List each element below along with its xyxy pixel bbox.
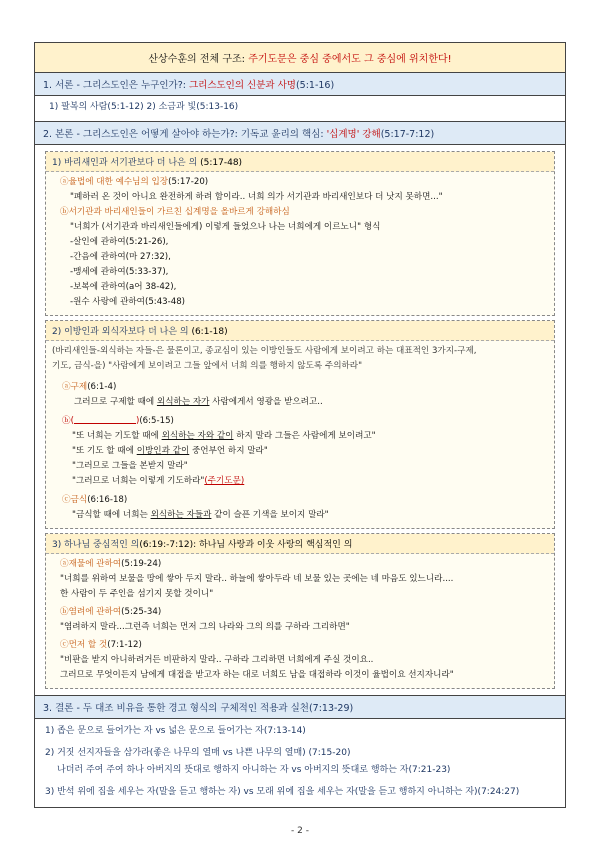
section1-heading-text: 1. 서론 - 그리스도인은 누구인가?:	[43, 80, 189, 91]
subsection-1-ref: (5:17-48)	[197, 158, 243, 168]
sub2-b-line2-post: 중언부언 하지 말라"	[189, 446, 268, 456]
sub2-a-label: ⓐ구제	[62, 382, 88, 392]
sub2-b-line4-pre: "그러므로 너희는 이렇게 기도하라"	[72, 476, 205, 486]
sub3-a-text2: 한 사람이 두 주인을 섬기지 못할 것이니"	[60, 589, 214, 599]
conclusion-item-2b: 나더러 주여 주여 하나 아버지의 뜻대로 행하지 아니하는 자 vs 아버지의 뜻대로 행하는 자(7:21-23)	[57, 765, 451, 775]
conclusion-item-1: 1) 좁은 문으로 들어가는 자 vs 넓은 문으로 들어가는 자(7:13-14)	[45, 726, 306, 736]
list-item: -보복에 관하여(a어 38-42),	[70, 282, 177, 292]
section1-heading	[34, 73, 566, 96]
subsection-2-heading	[46, 321, 554, 341]
sub2-b-label-end: )	[135, 416, 140, 426]
sub2-b-ref: (6:5-15)	[139, 416, 174, 426]
conclusion-item-3: 3) 반석 위에 집을 세우는 자(말을 듣고 행하는 자) vs 모래 위에 집을 세우는 자(말을 듣고 행하지 아니하는 자)(7:24:27)	[45, 787, 520, 797]
lords-prayer-label: (주기도문)	[204, 476, 245, 486]
conclusion-item-2a: 2) 거짓 선지자들을 삼가라(좋은 나무의 열매 vs 나쁜 나무의 열매) (7:15-20)	[45, 748, 351, 758]
sub2-a-text-post: 사람에게서 영광을 받으려고..	[209, 397, 323, 407]
title-prefix: 산상수훈의 전체 구조:	[148, 54, 249, 65]
subsection-2-title: 2) 이방인과 외식자보다 더 나은 의	[52, 327, 189, 337]
subsection-1-title: 1) 바리새인과 서기관보다 더 나은 의	[52, 158, 198, 168]
sub2-b-line1-pre: "또 너희는 기도할 때에	[72, 431, 162, 441]
sub2-c-label: ⓒ금식	[62, 495, 88, 505]
list-item: -맹세에 관하여(5:33-37),	[70, 267, 169, 277]
subsection-2	[45, 320, 555, 529]
subsection-1-body	[46, 172, 554, 315]
section2-heading-highlight: '십계명' 강해	[326, 129, 381, 140]
sub2-b-line3: "그러므로 그들을 본받지 말라"	[72, 461, 188, 471]
section2-heading-text: 2. 본론 - 그리스도인은 어떻게 살아야 하는가?: 기독교 윤리의 핵심:	[43, 129, 327, 140]
subsection-3-subtitle: (6:19:-7:12): 하나님 사랑과 이웃 사랑의 핵심적인 의	[139, 540, 353, 550]
sub2-c-text-underlined: 외식하는 자들과	[150, 510, 212, 520]
sub2-a-text-underlined: 외식하는 자가	[156, 397, 210, 407]
sub3-b-ref: (5:25-34)	[121, 607, 162, 617]
sub3-b-text: "염려하지 말라...그런즉 너희는 먼저 그의 나라와 그의 의를 구하라 그리하면"	[60, 622, 350, 632]
list-item: -살인에 관하여(5:21-26),	[70, 237, 169, 247]
list-item: -간음에 관하여(마 27:32),	[70, 252, 171, 262]
sub3-c-text1: "비판을 받지 아니하려거든 비판하지 말라.. 구하라 그리하면 너희에게 주실 것이요..	[60, 655, 374, 665]
sub2-b-line2-underlined: 이방인과 같이	[136, 446, 190, 456]
list-item: -원수 사랑에 관하여(5:43-48)	[70, 297, 186, 307]
subsection-3-heading	[46, 534, 554, 554]
subsection-2-ref: (6:1-18)	[188, 327, 228, 337]
section2-heading-ref: (5:17-7:12)	[380, 129, 435, 140]
title-highlight: 주기도문은 중심 중에서도 그 중심에 위치한다!	[248, 54, 452, 65]
sub3-c-text2: 그러므로 무엇이든지 남에게 대접을 받고자 하는 대로 너희도 남을 대접하라 이것이 율법이요 선지자니라"	[60, 670, 454, 680]
page-number: - 2 -	[291, 826, 309, 836]
sub3-c-ref: (7:1-12)	[107, 640, 142, 650]
section3-heading: 3. 결론 - 두 대조 비유을 통한 경고 형식의 구체적인 적용과 실천(7:13-29)	[34, 696, 566, 719]
sub2-c-text-pre: "금식할 때에 너희는	[72, 510, 151, 520]
section2-body	[34, 145, 566, 696]
sub1-a-label: ⓐ율법에 대한 예수님의 입장	[60, 177, 169, 187]
section1-heading-highlight: 그리스도인의 신분과 사명	[188, 80, 296, 91]
sub1-a-ref: (5:17-20)	[168, 177, 209, 187]
subsection-1	[45, 151, 555, 316]
sub3-a-label: ⓐ재물에 관하여	[60, 559, 122, 569]
document-title	[34, 42, 566, 73]
sub3-c-label: ⓒ먼저 할 것	[60, 640, 108, 650]
sub1-b-label: ⓑ서기관과 바리새인들이 가르친 십계명을 올바르게 강해하심	[60, 207, 290, 217]
sub2-c-ref: (6:16-18)	[87, 495, 128, 505]
section1-heading-ref: (5:1-16)	[295, 80, 335, 91]
sub1-b-text: "너희가 (서기관과 바리새인들에게) 이렇게 들었으나 나는 너희에게 이르노니" 형식	[70, 222, 381, 232]
section1-body	[34, 96, 566, 122]
sub1-a-text: "폐하러 온 것이 아니요 완전하게 하려 함이라.. 너희 의가 서기관과 바리새인보다 더 낫지 못하면..."	[70, 192, 443, 202]
sub2-b-line1-post: 하지 말라 그들은 사람에게 보이려고"	[233, 431, 376, 441]
sub2-b-line1-underlined: 외식하는 자와 같이	[161, 431, 234, 441]
sub2-c-text-post: 같이 슬픈 기색을 보이지 말라"	[211, 510, 329, 520]
section3-body	[34, 719, 566, 808]
sub3-a-ref: (5:19-24)	[121, 559, 162, 569]
sub2-a-text-pre: 그러므로 구제할 때에	[74, 397, 157, 407]
sub2-intro-line2: 기도, 금식-을) "사람에게 보이려고 그들 앞에서 너희 의를 행하지 않도록 주의하라"	[52, 361, 363, 371]
sub2-intro-line1: (바리새인들-외식하는 자들-은 물론이고, 종교심이 있는 이방인들도 사람에게 보이려고 하는 대표적인 3가지-구제,	[52, 346, 477, 356]
sub3-a-text1: "너희를 위하여 보물을 땅에 쌓아 두지 말라.. 하늘에 쌓아두라 네 보물 있는 곳에는 네 마음도 있느니라....	[60, 574, 454, 584]
subsection-2-body	[46, 341, 554, 528]
subsection-3-body	[46, 554, 554, 688]
document-table	[34, 42, 566, 808]
sub3-b-label: ⓑ염려에 관하여	[60, 607, 122, 617]
sub2-b-label: ⓑ(	[62, 416, 74, 426]
sub2-b-line2-pre: "또 기도 할 때에	[72, 446, 137, 456]
section1-items: 1) 팔복의 사람(5:1-12) 2) 소금과 빛(5:13-16)	[49, 102, 239, 112]
subsection-1-heading	[46, 152, 554, 172]
subsection-3	[45, 533, 555, 689]
fill-in-blank[interactable]	[74, 414, 136, 424]
section2-heading	[34, 122, 566, 145]
sub2-a-ref: (6:1-4)	[87, 382, 117, 392]
subsection-3-title: 3) 하나님 중심적인 의	[52, 540, 140, 550]
